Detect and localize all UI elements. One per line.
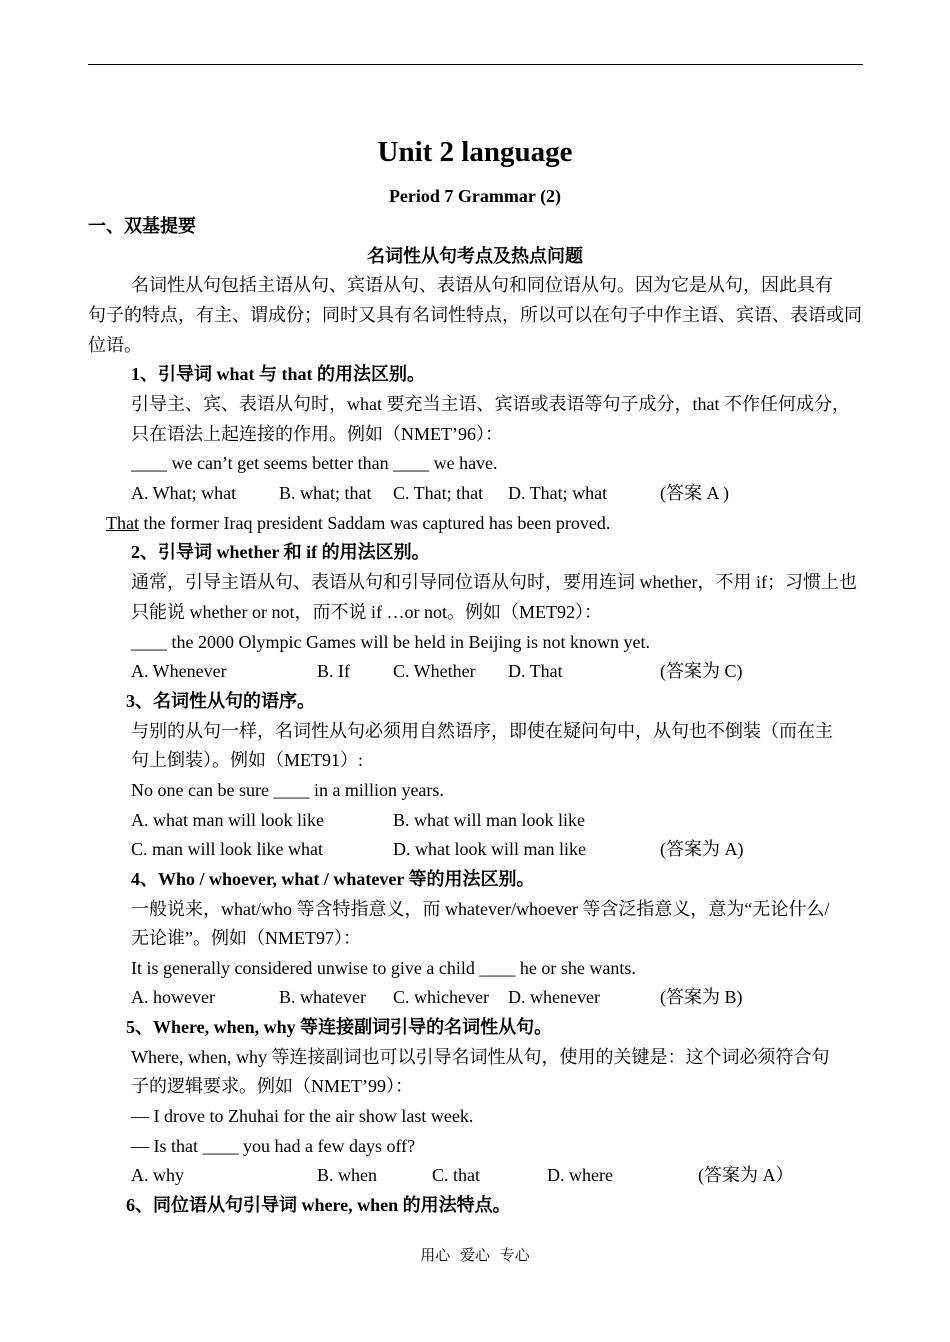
option-c: C. Whether xyxy=(393,661,476,681)
option-c: C. man will look like what xyxy=(131,839,323,859)
point-text: 无论谁”。例如（NMET97）： xyxy=(131,928,361,948)
option-b: B. when xyxy=(317,1165,377,1185)
dialog-line: — Is that ____ you had a few days off? xyxy=(131,1136,416,1156)
point-text: 只能说 whether or not，而不说 if …or not。例如（MET92）： xyxy=(131,602,602,622)
option-b: B. what will man look like xyxy=(393,810,585,830)
intro-line: 句子的特点，有主、谓成份；同时又具有名词性特点，所以可以在句子中作主语、宾语、表语或同 xyxy=(88,305,862,325)
option-a: A. however xyxy=(131,987,215,1007)
point-text: 只在语法上起连接的作用。例如（NMET’96）： xyxy=(131,424,503,444)
option-b: B. If xyxy=(317,661,350,681)
dialog-line: — I drove to Zhuhai for the air show last week. xyxy=(131,1106,474,1126)
point-text: 引导主、宾、表语从句时，what 要充当主语、宾语或表语等句子成分，that 不作任何成分， xyxy=(131,394,850,414)
point-heading: 2、引导词 whether 和 if 的用法区别。 xyxy=(131,542,430,562)
page-title: Unit 2 language xyxy=(377,136,573,168)
option-a: A. what man will look like xyxy=(131,810,324,830)
answer: (答案 A ) xyxy=(660,483,729,503)
option-a: A. What; what xyxy=(131,483,237,503)
question: No one can be sure ____ in a million years. xyxy=(131,780,444,800)
question: ____ we can’t get seems better than ____ we have. xyxy=(131,453,498,473)
option-c: C. that xyxy=(432,1165,480,1185)
point-text: 与别的从句一样，名词性从句必须用自然语序，即使在疑问句中，从句也不倒装（而在主 xyxy=(131,721,833,741)
topic-heading: 名词性从句考点及热点问题 xyxy=(367,246,583,266)
point-heading: 6、同位语从句引导词 where, when 的用法特点。 xyxy=(126,1195,511,1215)
option-d: D. whenever xyxy=(508,987,600,1007)
example-rest: the former Iraq president Saddam was captured has been proved. xyxy=(139,513,611,533)
point-heading: 1、引导词 what 与 that 的用法区别。 xyxy=(131,364,426,384)
option-b: B. what; that xyxy=(279,483,372,503)
point-text: 通常，引导主语从句、表语从句和引导同位语从句时，要用连词 whether，不用 if；习惯上也 xyxy=(131,572,857,592)
option-a: A. Whenever xyxy=(131,661,227,681)
point-text: 句上倒装）。例如（MET91）: xyxy=(131,750,363,770)
option-d: D. That; what xyxy=(508,483,608,503)
point-heading: 4、Who / whoever, what / whatever 等的用法区别。 xyxy=(131,869,535,889)
option-d: D. That xyxy=(508,661,563,681)
section-heading: 一、双基提要 xyxy=(88,216,196,236)
answer: (答案为 C) xyxy=(660,661,743,681)
point-text: Where, when, why 等连接副词也可以引导名词性从句，使用的关键是：这个词必须符合句 xyxy=(131,1047,830,1067)
option-c: C. whichever xyxy=(393,987,489,1007)
point-text: 一般说来，what/who 等含特指意义，而 whatever/whoever 等含泛指意义，意为“无论什么/ xyxy=(131,899,830,919)
answer: (答案为 B) xyxy=(660,987,743,1007)
header-rule xyxy=(88,64,863,65)
example-sentence xyxy=(106,511,610,535)
question: It is generally considered unwise to give a child ____ he or she wants. xyxy=(131,958,636,978)
point-text: 子的逻辑要求。例如（NMET’99）： xyxy=(131,1076,413,1096)
page-subtitle: Period 7 Grammar (2) xyxy=(388,186,562,206)
point-heading: 3、名词性从句的语序。 xyxy=(126,691,315,711)
answer: (答案为 A） xyxy=(698,1165,794,1185)
point-heading: 5、Where, when, why 等连接副词引导的名词性从句。 xyxy=(126,1017,553,1037)
underlined-word: That xyxy=(106,513,139,533)
option-d: D. what look will man like xyxy=(393,839,586,859)
intro-line: 位语。 xyxy=(88,335,142,355)
option-d: D. where xyxy=(547,1165,613,1185)
answer: (答案为 A) xyxy=(660,839,744,859)
question: ____ the 2000 Olympic Games will be held in Beijing is not known yet. xyxy=(131,632,650,652)
option-a: A. why xyxy=(131,1165,184,1185)
intro-line: 名词性从句包括主语从句、宾语从句、表语从句和同位语从句。因为它是从句，因此具有 xyxy=(131,275,833,295)
option-c: C. That; that xyxy=(393,483,484,503)
option-b: B. whatever xyxy=(279,987,366,1007)
page-footer: 用心 爱心 专心 xyxy=(420,1248,530,1264)
